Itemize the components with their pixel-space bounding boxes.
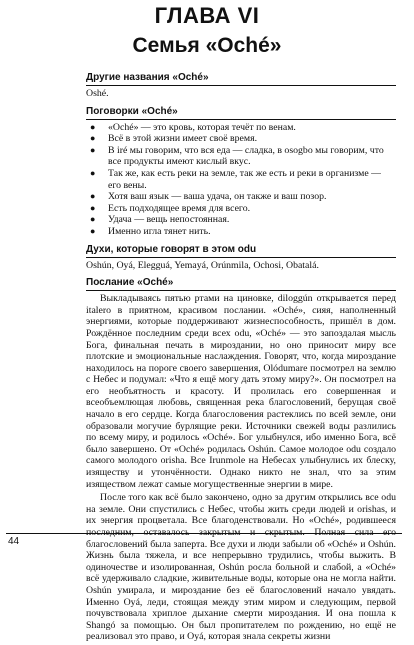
section-heading-message: Послание «Oché» [86, 277, 174, 289]
bullet-icon: ● [90, 144, 96, 155]
bullet-icon: ● [90, 202, 96, 213]
message-paragraph: После того как всё было закончено, одно за другим открылись все odu на земле. Они спустились с Небес, чтобы жить среди людей и orishas, и их энергия процветала. Все благоденствовали. Но «Oché», родившееся последним, оставалось закрытым и скрытым. Полная сила его благословений была заперта. Все духи и люди забыли об «Oché» и Oshún. Жизнь была тяжела, и все непрерывно трудились, чтобы выжить. В одиночестве и изолированная, Oshún росла больной и слабой, а «Oché» всё удерживало сладкие, живительные воды, которые она не могла найти. Oshún умирала, и мироздание без её благословений начало увядать. Именно Oyá, леди, стоящая между этим миром и следующим, первой почувствовала хриплое дыхание смерти мироздания. И она пошла к Shangó за помощью. Он был пропитателем по рождению, но ещё не реализовал это право, и Oyá, которая знала секреты жизни [86, 492, 396, 643]
section-divider [86, 290, 396, 291]
other-names-text: Oshé. [86, 88, 109, 99]
bullet-icon: ● [90, 225, 96, 236]
bullet-icon: ● [90, 133, 96, 144]
bullet-icon: ● [90, 167, 96, 178]
section-heading-other-names: Другие названия «Oché» [86, 72, 209, 83]
page-content [86, 72, 396, 645]
section-heading-sayings: Поговорки «Oché» [86, 105, 178, 117]
chapter-title: Семья «Oché» [132, 34, 282, 57]
list-item: ● Так же, как есть реки на земле, так же есть и реки в организме — его вены. [90, 167, 381, 191]
list-item: ● Хотя ваш язык — ваша удача, он также и ваш позор. [90, 191, 327, 203]
section-divider [86, 119, 396, 120]
bullet-icon: ● [90, 214, 96, 225]
section-heading-spirits: Духи, которые говорят в этом odu [86, 243, 257, 255]
message-paragraph: Выкладываясь пятью ртами на циновке, diloggún открывается перед italero в приятном, красивом послании. «Oché», сияя, наполненный энергиями, которые поддерживают жизнеспособность, пришёл в дом. Рождённое последним среди всех odu, «Oché» — это запоздалая мысль Бога, финальная печать в мироздании, но оно приносит миру все плотские и эмоциональные наслаждения. Говорят, что, когда мироздание находилось на пороге своего завершения, Olódumare посмотрел на землю с Небес и подумал: «Что я ещё могу дать этому миру?». Он посмотрел на его необъятность и красоту. И пролилась его совершенная и всеобъемлющая любовь, священная река благословений, берущая своё начало в его сердце. Когда благословения растеклись по всей земле, они образовали могучие бурлящие реки. Источники свежей воды разлились по всему миру, и родилось «Oché». Бог улыбнулся, ибо именно Бога, всё было завершено. От «Oché» родилась Oshún. Самое молодое odu создало самого молодого orisha. Все Irunmole на Небесах улыбнулись их блеску, изяществу и утончённости. Однако никто не знал, что за этим изяществом лежат самые могущественные энергии в мире. [86, 293, 396, 490]
footer-divider [6, 533, 402, 534]
sayings-list [86, 122, 396, 238]
list-item: ● Есть подходящее время для всего. [90, 202, 251, 214]
list-item: ● Удача — вещь непостоянная. [90, 214, 230, 226]
list-item: ● Всё в этой жизни имеет своё время. [90, 133, 258, 145]
section-divider [86, 85, 396, 86]
chapter-label: ГЛАВА VI [154, 3, 260, 28]
bullet-icon: ● [90, 191, 96, 202]
list-item: ● Именно игла тянет нить. [90, 225, 211, 237]
page-number: 44 [8, 536, 20, 547]
bullet-icon: ● [90, 121, 96, 132]
section-divider [86, 257, 396, 258]
list-item: ● «Oché» — это кровь, которая течёт по венам. [90, 121, 296, 133]
list-item: ● В iré мы говорим, что вся еда — сладка, в osogbo мы говорим, что все продукты имеют кислый вкус. [90, 144, 384, 168]
spirits-text: Oshún, Oyá, Elegguá, Yemayá, Orúnmila, Ochosi, Obatalá. [86, 259, 319, 271]
